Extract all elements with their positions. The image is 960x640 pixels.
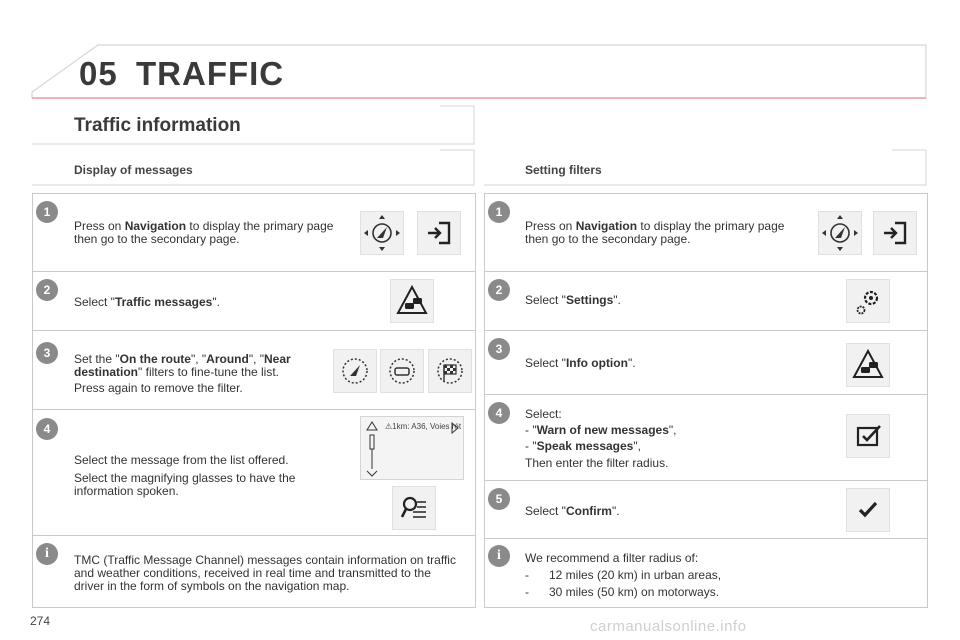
step-badge-1: 1 bbox=[488, 201, 510, 223]
step-badge-1: 1 bbox=[36, 201, 58, 223]
left-step-4-text-2: Select the magnifying glasses to have the information spoken. bbox=[74, 471, 296, 498]
info-icon: i bbox=[36, 543, 58, 565]
right-step-4-intro: Select: bbox=[525, 407, 562, 421]
row-divider bbox=[484, 271, 928, 272]
traffic-warning-icon[interactable] bbox=[846, 343, 890, 387]
left-panel bbox=[32, 193, 476, 608]
row-divider bbox=[484, 538, 928, 539]
left-step-3-text: Set the "On the route", "Around", "Near destination" filters to fine-tune the list. bbox=[74, 352, 291, 379]
right-info-intro: We recommend a filter radius of: bbox=[525, 551, 699, 565]
right-step-2-text: Select "Settings". bbox=[525, 293, 621, 307]
row-divider bbox=[32, 271, 476, 272]
chapter-title: TRAFFIC bbox=[136, 55, 285, 92]
right-info-item: 12 miles (20 km) in urban areas, bbox=[549, 568, 722, 582]
destination-filter-icon[interactable] bbox=[428, 349, 472, 393]
right-step-4-item: - "Speak messages", bbox=[525, 439, 641, 453]
step-badge-5: 5 bbox=[488, 488, 510, 510]
row-divider bbox=[484, 480, 928, 481]
speak-list-icon[interactable] bbox=[392, 486, 436, 530]
right-column-title: Setting filters bbox=[525, 163, 602, 177]
chapter-number: 05 bbox=[79, 55, 118, 92]
step-badge-3: 3 bbox=[488, 338, 510, 360]
step-badge-2: 2 bbox=[36, 279, 58, 301]
warning-triangle-icon: ⚠ bbox=[385, 422, 393, 431]
traffic-warning-icon[interactable] bbox=[390, 279, 434, 323]
info-icon: i bbox=[488, 545, 510, 567]
right-info-item: 30 miles (50 km) on motorways. bbox=[549, 585, 720, 599]
message-list-screen bbox=[360, 416, 464, 480]
step-badge-2: 2 bbox=[488, 279, 510, 301]
exit-to-page-icon[interactable] bbox=[873, 211, 917, 255]
row-divider bbox=[484, 394, 928, 395]
watermark: carmanualsonline.info bbox=[590, 618, 747, 635]
step-badge-4: 4 bbox=[488, 402, 510, 424]
section-title: Traffic information bbox=[74, 115, 241, 136]
right-step-1-text: Press on Navigation to display the primary page then go to the secondary page. bbox=[525, 219, 785, 246]
step-badge-4: 4 bbox=[36, 418, 58, 440]
navigation-arrows-icon[interactable] bbox=[360, 211, 404, 255]
step-badge-3: 3 bbox=[36, 342, 58, 364]
exit-to-page-icon[interactable] bbox=[417, 211, 461, 255]
left-info-text: TMC (Traffic Message Channel) messages contain information on traffic and weather conditions, received in real time and transmitted to the driver in the form of symbols on the navigation map. bbox=[74, 553, 456, 593]
left-step-1-text: Press on Navigation to display the primary page then go to the secondary page. bbox=[74, 219, 334, 246]
right-step-4-item: - "Warn of new messages", bbox=[525, 423, 677, 437]
right-step-3-text: Select "Info option". bbox=[525, 356, 636, 370]
left-step-4-text: Select the message from the list offered. bbox=[74, 453, 289, 467]
right-step-4-outro: Then enter the filter radius. bbox=[525, 456, 669, 470]
row-divider bbox=[32, 409, 476, 410]
page-number: 274 bbox=[30, 614, 51, 628]
around-filter-icon[interactable] bbox=[380, 349, 424, 393]
left-step-3-text-2: Press again to remove the filter. bbox=[74, 381, 243, 395]
navigation-arrows-icon[interactable] bbox=[818, 211, 862, 255]
list-dash: - bbox=[525, 568, 529, 582]
list-dash: - bbox=[525, 585, 529, 599]
right-step-5-text: Select "Confirm". bbox=[525, 504, 620, 518]
message-list-item[interactable]: ⚠1km: A36, Voies rét bbox=[385, 422, 462, 431]
right-panel bbox=[484, 193, 928, 608]
left-column-title: Display of messages bbox=[74, 163, 193, 177]
checkmark-icon[interactable] bbox=[846, 488, 890, 532]
row-divider bbox=[484, 330, 928, 331]
on-route-filter-icon[interactable] bbox=[333, 349, 377, 393]
checklist-icon[interactable] bbox=[846, 414, 890, 458]
row-divider bbox=[32, 330, 476, 331]
left-step-2-text: Select "Traffic messages". bbox=[74, 295, 220, 309]
row-divider bbox=[32, 535, 476, 536]
settings-gears-icon[interactable] bbox=[846, 279, 890, 323]
